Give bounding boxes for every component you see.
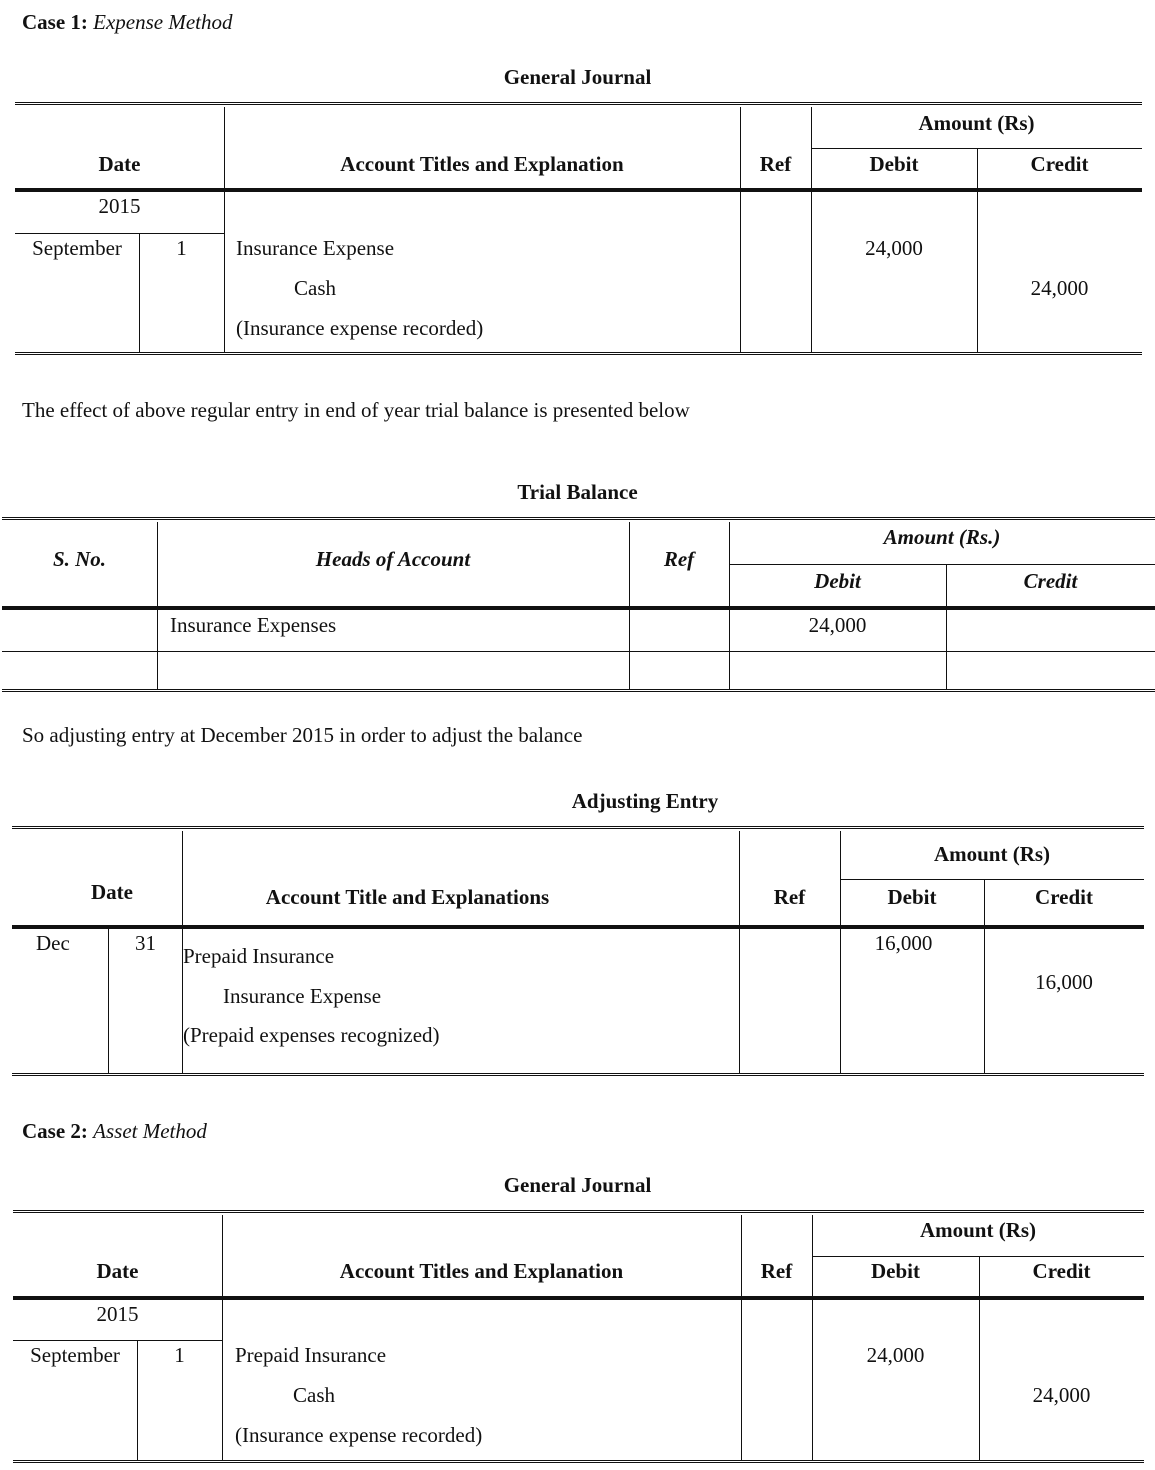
case1-label: Case 1: (22, 10, 88, 34)
trial-debit-header: Debit (814, 569, 861, 593)
trial-credit-header: Credit (1023, 569, 1078, 593)
journal1-month: September (32, 236, 122, 260)
journal2-line-debit-account: Prepaid Insurance (235, 1343, 387, 1367)
journal2-amount-header: Amount (Rs) (919, 1218, 1037, 1242)
journal2-line-credit-account: Cash (293, 1383, 335, 1407)
trial-amount-header: Amount (Rs.) (883, 525, 1001, 549)
journal1-title: General Journal (503, 65, 652, 89)
journal1-debit-header: Debit (869, 152, 919, 176)
journal2-ref-header: Ref (760, 1259, 793, 1283)
adjusting-month: Dec (36, 931, 70, 955)
adjusting-ref-header: Ref (773, 885, 806, 909)
journal2-month: September (30, 1343, 120, 1367)
case2-label: Case 2: (22, 1119, 88, 1143)
journal1-line-debit-account: Insurance Expense (236, 236, 395, 260)
adjusting-debit-header: Debit (887, 885, 937, 909)
adjusting-day: 31 (135, 931, 156, 955)
adjusting-account-header: Account Title and Explanations (265, 885, 550, 909)
adjusting-credit-header: Credit (1035, 885, 1093, 909)
adjusting-credit-amount: 16,000 (1035, 970, 1093, 994)
adjusting-line-explanation: (Prepaid expenses recognized) (183, 1023, 440, 1047)
journal1-credit-amount: 24,000 (1030, 276, 1089, 300)
journal2-account-header: Account Titles and Explanation (339, 1259, 624, 1283)
journal1-year: 2015 (98, 194, 141, 218)
adjusting-line-credit-account: Insurance Expense (223, 984, 382, 1008)
journal1-account-header: Account Titles and Explanation (340, 152, 624, 176)
journal2-debit-header: Debit (871, 1259, 920, 1283)
journal2-debit-amount: 24,000 (866, 1343, 925, 1367)
journal2-year: 2015 (96, 1302, 139, 1326)
journal2-day: 1 (174, 1343, 185, 1367)
journal2-line-explanation: (Insurance expense recorded) (235, 1423, 483, 1447)
journal2-credit-header: Credit (1032, 1259, 1091, 1283)
journal2-title: General Journal (503, 1173, 652, 1197)
paragraph-trial-effect: The effect of above regular entry in end of year trial balance is presented below (22, 398, 690, 422)
paragraph-adjusting-intro: So adjusting entry at December 2015 in order to adjust the balance (22, 723, 583, 747)
adjusting-date-header: Date (91, 880, 133, 904)
case1-heading (22, 12, 233, 33)
trial-sno-header: S. No. (52, 547, 107, 571)
journal1-date-header: Date (98, 152, 141, 176)
journal1-line-explanation: (Insurance expense recorded) (236, 316, 484, 340)
journal1-line-credit-account: Cash (294, 276, 336, 300)
adjusting-debit-amount: 16,000 (874, 931, 933, 955)
journal1-amount-header: Amount (Rs) (918, 111, 1035, 135)
journal1-day: 1 (176, 236, 187, 260)
journal1-ref-header: Ref (759, 152, 792, 176)
case2-heading (22, 1121, 207, 1142)
trial-row-debit: 24,000 (808, 613, 867, 637)
adjusting-amount-header: Amount (Rs) (933, 842, 1051, 866)
case2-method: Asset Method (93, 1119, 207, 1143)
trial-row-head: Insurance Expenses (170, 613, 337, 637)
journal1-debit-amount: 24,000 (865, 236, 923, 260)
case1-method: Expense Method (93, 10, 233, 34)
journal2-date-header: Date (96, 1259, 139, 1283)
trial-title: Trial Balance (517, 480, 638, 504)
adjusting-title: Adjusting Entry (571, 789, 719, 813)
journal2-credit-amount: 24,000 (1032, 1383, 1091, 1407)
trial-ref-header: Ref (663, 547, 695, 571)
journal1-credit-header: Credit (1030, 152, 1089, 176)
adjusting-line-debit-account: Prepaid Insurance (183, 944, 335, 968)
trial-heads-header: Heads of Account (315, 547, 471, 571)
